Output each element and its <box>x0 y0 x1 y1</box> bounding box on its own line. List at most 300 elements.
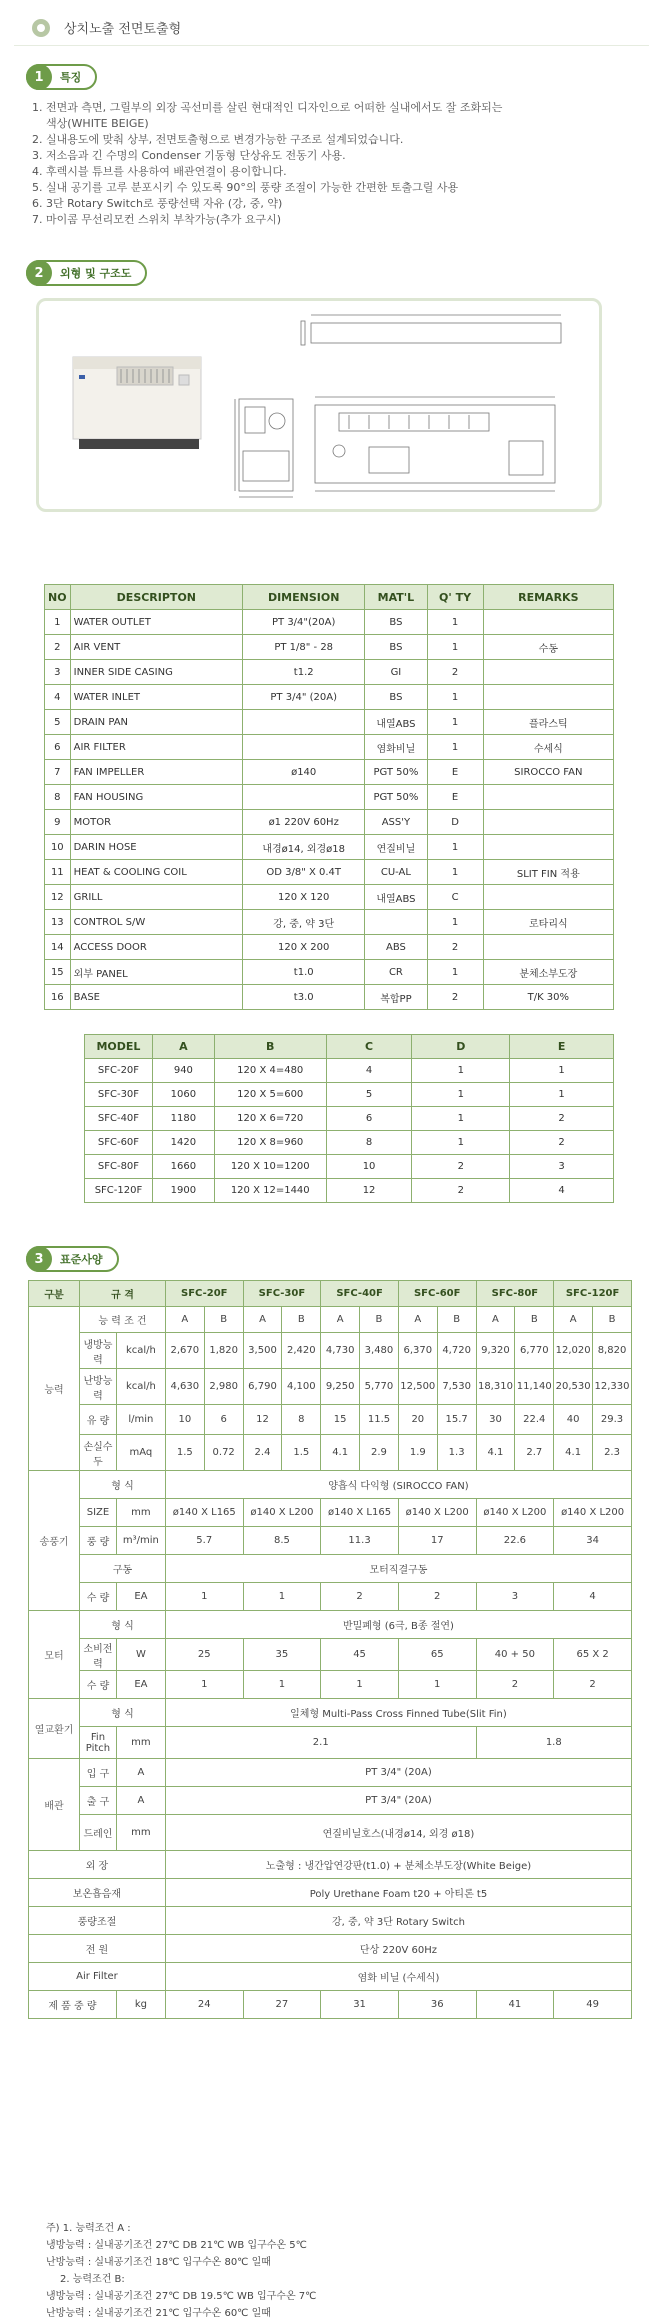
table-cell: 18,310 <box>476 1369 515 1405</box>
table-cell: A <box>165 1307 204 1333</box>
section-label: 외형 및 구조도 <box>60 267 132 280</box>
table-cell: t1.2 <box>243 660 365 685</box>
table-cell: 모터직결구동 <box>165 1555 631 1583</box>
table-cell: t3.0 <box>243 985 365 1010</box>
table-cell: mm <box>116 1727 165 1759</box>
table-cell: 2.9 <box>360 1435 399 1471</box>
table-cell: 분체소부도장 <box>483 960 613 985</box>
table-cell <box>243 785 365 810</box>
model-header: SFC-40F <box>321 1281 399 1307</box>
note-line: 냉방능력 : 실내공기조건 27℃ DB 19.5℃ WB 입구수온 7℃ <box>46 2291 317 2302</box>
table-cell: 24 <box>165 1991 243 2019</box>
table-cell: kcal/h <box>116 1333 165 1369</box>
table-cell: 2 <box>476 1671 554 1699</box>
table-cell: 1 <box>412 1059 510 1083</box>
col-header: NO <box>45 585 71 610</box>
table-cell: 내열ABS <box>365 710 427 735</box>
table-cell: 7 <box>45 760 71 785</box>
table-cell: CR <box>365 960 427 985</box>
table-cell: 1 <box>427 910 483 935</box>
table-cell: 2 <box>510 1131 614 1155</box>
table-cell: A <box>243 1307 282 1333</box>
table-cell: 3 <box>510 1155 614 1179</box>
table-cell: mAq <box>116 1435 165 1471</box>
table-cell: 14 <box>45 935 71 960</box>
table-cell: 수동 <box>483 635 613 660</box>
feature-item: 7. 마이콤 무선리모컨 스위치 부착가능(추가 요구시) <box>32 213 282 226</box>
table-cell: 노출형 : 냉간압연강판(t1.0) + 분체소부도장(White Beige) <box>165 1851 631 1879</box>
table-cell: B <box>515 1307 554 1333</box>
table-cell: CONTROL S/W <box>70 910 242 935</box>
table-cell: 1.3 <box>437 1435 476 1471</box>
table-cell: Air Filter <box>29 1963 166 1991</box>
spec-row <box>29 1935 632 1963</box>
table-cell: 제 품 중 량 <box>29 1991 117 2019</box>
table-cell: 10 <box>326 1155 412 1179</box>
table-cell: DRAIN PAN <box>70 710 242 735</box>
spec-row <box>29 1435 632 1471</box>
table-cell: 단상 220V 60Hz <box>165 1935 631 1963</box>
table-cell: 구동 <box>80 1555 166 1583</box>
table-cell: 로타리식 <box>483 910 613 935</box>
parts-table <box>44 584 614 1010</box>
table-cell: 0.72 <box>204 1435 243 1471</box>
feature-item: 6. 3단 Rotary Switch로 풍량선택 자유 (강, 중, 약) <box>32 197 283 210</box>
table-cell: GRILL <box>70 885 242 910</box>
table-cell: kcal/h <box>116 1369 165 1405</box>
table-cell: 1 <box>45 610 71 635</box>
table-cell: 1 <box>427 710 483 735</box>
table-cell: 1 <box>412 1131 510 1155</box>
table-cell: 11.3 <box>321 1527 399 1555</box>
table-cell: 11,140 <box>515 1369 554 1405</box>
table-cell: mm <box>116 1815 165 1851</box>
spec-row <box>29 1307 632 1333</box>
category-label: 능력 <box>29 1307 80 1471</box>
table-cell: 27 <box>243 1991 321 2019</box>
table-cell: GI <box>365 660 427 685</box>
table-cell: ø140 X L165 <box>165 1499 243 1527</box>
table-cell: 난방능력 <box>80 1369 117 1405</box>
table-cell: 35 <box>243 1639 321 1671</box>
table-cell: t1.0 <box>243 960 365 985</box>
table-cell: 65 X 2 <box>554 1639 632 1671</box>
table-cell: 120 X 5=600 <box>214 1083 326 1107</box>
table-cell: 120 X 6=720 <box>214 1107 326 1131</box>
table-cell: B <box>204 1307 243 1333</box>
table-cell: 6 <box>45 735 71 760</box>
table-cell: 강, 중, 약 3단 <box>243 910 365 935</box>
spec-row <box>29 1759 632 1787</box>
spec-row <box>29 1611 632 1639</box>
table-cell: WATER OUTLET <box>70 610 242 635</box>
table-cell: 수세식 <box>483 735 613 760</box>
table-cell: 1 <box>243 1583 321 1611</box>
table-cell <box>483 835 613 860</box>
table-cell: 8 <box>282 1405 321 1435</box>
table-row <box>45 885 614 910</box>
spec-table <box>28 1280 632 2019</box>
table-cell <box>365 910 427 935</box>
table-cell: INNER SIDE CASING <box>70 660 242 685</box>
table-cell: 10 <box>45 835 71 860</box>
table-row <box>85 1179 614 1203</box>
col-header: D <box>412 1035 510 1059</box>
table-cell: EA <box>116 1671 165 1699</box>
drawing-box <box>36 298 602 512</box>
table-cell: 강, 중, 약 3단 Rotary Switch <box>165 1907 631 1935</box>
spec-row <box>29 1527 632 1555</box>
table-cell: 1 <box>510 1059 614 1083</box>
table-cell: 수 량 <box>80 1671 117 1699</box>
table-row <box>45 685 614 710</box>
spec-header-row <box>29 1281 632 1307</box>
table-cell: SFC-60F <box>85 1131 153 1155</box>
col-header: MODEL <box>85 1035 153 1059</box>
table-cell: 40 <box>554 1405 593 1435</box>
table-cell: 2 <box>554 1671 632 1699</box>
table-cell: A <box>554 1307 593 1333</box>
feature-item: 2. 실내용도에 맞춰 상부, 전면토출형으로 변경가능한 구조로 설계되었습니다. <box>32 133 404 146</box>
side-view-drawing <box>235 399 293 497</box>
table-cell: 20 <box>398 1405 437 1435</box>
table-cell: 6,770 <box>515 1333 554 1369</box>
table-cell: 4,100 <box>282 1369 321 1405</box>
table-cell: OD 3/8" X 0.4T <box>243 860 365 885</box>
page-title: 상치노출 전면토출형 <box>64 22 182 37</box>
table-cell: 12 <box>326 1179 412 1203</box>
feature-item: 1. 전면과 측면, 그릴부의 외장 곡선미를 살린 현대적인 디자인으로 어떠한 실내에서도 잘 조화되는 <box>32 101 503 114</box>
product-drawing <box>39 301 599 509</box>
table-cell: 16 <box>45 985 71 1010</box>
table-cell: 7,530 <box>437 1369 476 1405</box>
category-label: 모터 <box>29 1611 80 1699</box>
spec-row <box>29 1727 632 1759</box>
table-cell: 유 량 <box>80 1405 117 1435</box>
section-number: 2 <box>26 260 52 286</box>
table-cell: 출 구 <box>80 1787 117 1815</box>
table-cell: 염화 비닐 (수세식) <box>165 1963 631 1991</box>
table-cell: 4.1 <box>476 1435 515 1471</box>
table-cell: 반밀폐형 (6극, B종 절연) <box>165 1611 631 1639</box>
category-label: 배관 <box>29 1759 80 1851</box>
table-cell: 형 식 <box>80 1699 166 1727</box>
product-photo <box>73 357 201 449</box>
table-cell: 9 <box>45 810 71 835</box>
spec-row <box>29 1699 632 1727</box>
spec-row <box>29 1671 632 1699</box>
table-cell: 9,250 <box>321 1369 360 1405</box>
table-cell: 형 식 <box>80 1471 166 1499</box>
table-cell: 1 <box>427 860 483 885</box>
table-cell: 1 <box>427 835 483 860</box>
dimension-table <box>84 1034 614 1203</box>
table-cell: 15 <box>321 1405 360 1435</box>
table-cell: 5.7 <box>165 1527 243 1555</box>
table-cell: 4 <box>510 1179 614 1203</box>
table-cell: 냉방능력 <box>80 1333 117 1369</box>
table-cell: 4 <box>554 1583 632 1611</box>
table-cell: 11 <box>45 860 71 885</box>
note-line: 주) 1. 능력조건 A : <box>46 2223 131 2234</box>
category-label: 열교환기 <box>29 1699 80 1759</box>
table-cell: EA <box>116 1583 165 1611</box>
table-cell <box>483 885 613 910</box>
spec-row <box>29 1333 632 1369</box>
table-cell: 30 <box>476 1405 515 1435</box>
table-cell: ABS <box>365 935 427 960</box>
table-cell <box>483 935 613 960</box>
table-cell: 1420 <box>152 1131 214 1155</box>
table-cell: 수 량 <box>80 1583 117 1611</box>
table-cell <box>483 785 613 810</box>
table-cell: 3 <box>476 1583 554 1611</box>
table-cell: ACCESS DOOR <box>70 935 242 960</box>
table-cell <box>243 710 365 735</box>
table-cell: 45 <box>321 1639 399 1671</box>
gubun-header: 구분 <box>29 1281 80 1307</box>
table-cell: 연질비닐호스(내경ø14, 외경 ø18) <box>165 1815 631 1851</box>
table-cell: AIR FILTER <box>70 735 242 760</box>
table-cell: 1 <box>165 1583 243 1611</box>
spec-row <box>29 1787 632 1815</box>
table-cell: 12,500 <box>398 1369 437 1405</box>
table-cell: 15 <box>45 960 71 985</box>
table-cell: 1 <box>243 1671 321 1699</box>
table-row <box>45 910 614 935</box>
table-cell <box>483 660 613 685</box>
table-cell: 1180 <box>152 1107 214 1131</box>
spec-row <box>29 1369 632 1405</box>
table-cell: ø1 220V 60Hz <box>243 810 365 835</box>
table-cell: 1 <box>427 735 483 760</box>
col-header: MAT'L <box>365 585 427 610</box>
table-cell: 22.6 <box>476 1527 554 1555</box>
table-row <box>85 1155 614 1179</box>
col-header: B <box>214 1035 326 1059</box>
table-cell: 29.3 <box>593 1405 632 1435</box>
table-row <box>85 1131 614 1155</box>
table-cell: 전 원 <box>29 1935 166 1963</box>
table-cell: 4 <box>326 1059 412 1083</box>
table-row <box>45 935 614 960</box>
table-cell: 6 <box>326 1107 412 1131</box>
table-cell: BS <box>365 610 427 635</box>
spec-row <box>29 1471 632 1499</box>
table-cell: 13 <box>45 910 71 935</box>
table-cell <box>243 735 365 760</box>
table-cell: 4.1 <box>554 1435 593 1471</box>
table-cell: BASE <box>70 985 242 1010</box>
page-header <box>14 10 649 46</box>
table-cell: PT 3/4"(20A) <box>243 610 365 635</box>
table-cell: PGT 50% <box>365 785 427 810</box>
table-cell: C <box>427 885 483 910</box>
col-header: REMARKS <box>483 585 613 610</box>
table-cell: T/K 30% <box>483 985 613 1010</box>
table-cell: 8 <box>326 1131 412 1155</box>
section-number: 3 <box>26 1246 52 1272</box>
table-cell: MOTOR <box>70 810 242 835</box>
table-header-row <box>45 585 614 610</box>
table-cell: 2 <box>427 660 483 685</box>
table-cell: SIROCCO FAN <box>483 760 613 785</box>
table-cell: 940 <box>152 1059 214 1083</box>
table-cell: 드레인 <box>80 1815 117 1851</box>
table-cell: 2 <box>510 1107 614 1131</box>
table-cell: 2.7 <box>515 1435 554 1471</box>
table-cell: 보온흡음재 <box>29 1879 166 1907</box>
table-cell: 10 <box>165 1405 204 1435</box>
table-cell: 플라스틱 <box>483 710 613 735</box>
note-line: 냉방능력 : 실내공기조건 27℃ DB 21℃ WB 입구수온 5℃ <box>46 2240 307 2251</box>
table-row <box>45 635 614 660</box>
table-cell: 풍 량 <box>80 1527 117 1555</box>
table-cell: 12 <box>45 885 71 910</box>
table-cell: ASS'Y <box>365 810 427 835</box>
table-cell: SIZE <box>80 1499 117 1527</box>
table-cell: kg <box>116 1991 165 2019</box>
section-label: 특징 <box>60 71 82 84</box>
table-cell: B <box>437 1307 476 1333</box>
table-cell: 1.9 <box>398 1435 437 1471</box>
table-cell: 1 <box>427 635 483 660</box>
table-cell: 풍량조절 <box>29 1907 166 1935</box>
table-row <box>45 760 614 785</box>
table-cell: BS <box>365 635 427 660</box>
table-cell: 입 구 <box>80 1759 117 1787</box>
model-header: SFC-30F <box>243 1281 321 1307</box>
table-cell: BS <box>365 685 427 710</box>
spec-row <box>29 1963 632 1991</box>
table-row <box>45 610 614 635</box>
table-cell: 1 <box>510 1083 614 1107</box>
table-cell: 1 <box>412 1107 510 1131</box>
table-row <box>45 985 614 1010</box>
table-cell: 8 <box>45 785 71 810</box>
table-cell: FAN HOUSING <box>70 785 242 810</box>
table-cell: 2 <box>427 935 483 960</box>
table-cell: 4,630 <box>165 1369 204 1405</box>
table-cell: 120 X 10=1200 <box>214 1155 326 1179</box>
col-header: DIMENSION <box>243 585 365 610</box>
table-row <box>45 710 614 735</box>
table-cell: W <box>116 1639 165 1671</box>
table-cell: 31 <box>321 1991 399 2019</box>
table-cell: B <box>360 1307 399 1333</box>
gyugyeok-header: 규 격 <box>80 1281 166 1307</box>
spec-row <box>29 1815 632 1851</box>
table-cell: 4,730 <box>321 1333 360 1369</box>
table-cell: l/min <box>116 1405 165 1435</box>
section-header-drawing <box>26 260 147 286</box>
table-cell: 3,500 <box>243 1333 282 1369</box>
table-cell: AIR VENT <box>70 635 242 660</box>
table-cell: 2 <box>45 635 71 660</box>
note-line: 2. 능력조건 B: <box>60 2274 125 2285</box>
feature-list <box>32 100 632 228</box>
table-cell: 능 력 조 건 <box>80 1307 166 1333</box>
section-number: 1 <box>26 64 52 90</box>
table-cell: 2.4 <box>243 1435 282 1471</box>
feature-item: 3. 저소음과 긴 수명의 Condenser 기동형 단상유도 전동기 사용. <box>32 149 346 162</box>
table-cell: 1 <box>427 685 483 710</box>
table-cell: D <box>427 810 483 835</box>
table-cell: PT 3/4" (20A) <box>165 1787 631 1815</box>
table-cell: 4.1 <box>321 1435 360 1471</box>
table-cell: 1 <box>165 1671 243 1699</box>
table-cell: 염화비닐 <box>365 735 427 760</box>
table-cell: 22.4 <box>515 1405 554 1435</box>
table-cell: 5,770 <box>360 1369 399 1405</box>
model-header: SFC-20F <box>165 1281 243 1307</box>
table-cell: 1900 <box>152 1179 214 1203</box>
table-cell: B <box>593 1307 632 1333</box>
notes <box>46 2220 606 2322</box>
table-cell: SFC-80F <box>85 1155 153 1179</box>
table-cell: 1060 <box>152 1083 214 1107</box>
table-cell: ø140 X L200 <box>398 1499 476 1527</box>
table-cell: 1 <box>321 1671 399 1699</box>
table-cell: ø140 <box>243 760 365 785</box>
table-cell: PT 3/4" (20A) <box>243 685 365 710</box>
spec-row <box>29 1499 632 1527</box>
table-cell <box>483 810 613 835</box>
spec-row <box>29 1879 632 1907</box>
table-cell: 8,820 <box>593 1333 632 1369</box>
model-header: SFC-60F <box>398 1281 476 1307</box>
table-row <box>45 810 614 835</box>
feature-item: 색상(WHITE BEIGE) <box>46 117 149 130</box>
table-cell: B <box>282 1307 321 1333</box>
table-cell: 1 <box>398 1671 476 1699</box>
table-cell: 12,020 <box>554 1333 593 1369</box>
table-cell: 손실수두 <box>80 1435 117 1471</box>
table-cell: E <box>427 785 483 810</box>
table-cell: 2 <box>412 1179 510 1203</box>
feature-item: 4. 후렉시블 튜브를 사용하여 배관연결이 용이합니다. <box>32 165 287 178</box>
table-cell: 120 X 120 <box>243 885 365 910</box>
table-cell <box>483 610 613 635</box>
table-cell: SFC-30F <box>85 1083 153 1107</box>
table-cell: 15.7 <box>437 1405 476 1435</box>
table-cell: SFC-120F <box>85 1179 153 1203</box>
table-cell: PT 3/4" (20A) <box>165 1759 631 1787</box>
table-cell: m³/min <box>116 1527 165 1555</box>
table-row <box>85 1107 614 1131</box>
spec-row <box>29 1405 632 1435</box>
table-cell: 2.3 <box>593 1435 632 1471</box>
table-cell: ø140 X L200 <box>476 1499 554 1527</box>
table-cell: PGT 50% <box>365 760 427 785</box>
table-cell: A <box>116 1787 165 1815</box>
table-cell: mm <box>116 1499 165 1527</box>
table-row <box>45 660 614 685</box>
table-cell: 외 장 <box>29 1851 166 1879</box>
table-cell: 일체형 Multi-Pass Cross Finned Tube(Slit Fin) <box>165 1699 631 1727</box>
section-header-spec <box>26 1246 119 1272</box>
note-line: 난방능력 : 실내공기조건 21℃ 입구수온 60℃ 일때 <box>46 2308 271 2319</box>
top-view-drawing <box>301 315 561 345</box>
spec-row <box>29 1555 632 1583</box>
table-cell: 4 <box>45 685 71 710</box>
section-header-features <box>26 64 97 90</box>
spec-row <box>29 1639 632 1671</box>
col-header: Q' TY <box>427 585 483 610</box>
table-cell: 2,420 <box>282 1333 321 1369</box>
table-cell: 2 <box>321 1583 399 1611</box>
table-cell: 65 <box>398 1639 476 1671</box>
